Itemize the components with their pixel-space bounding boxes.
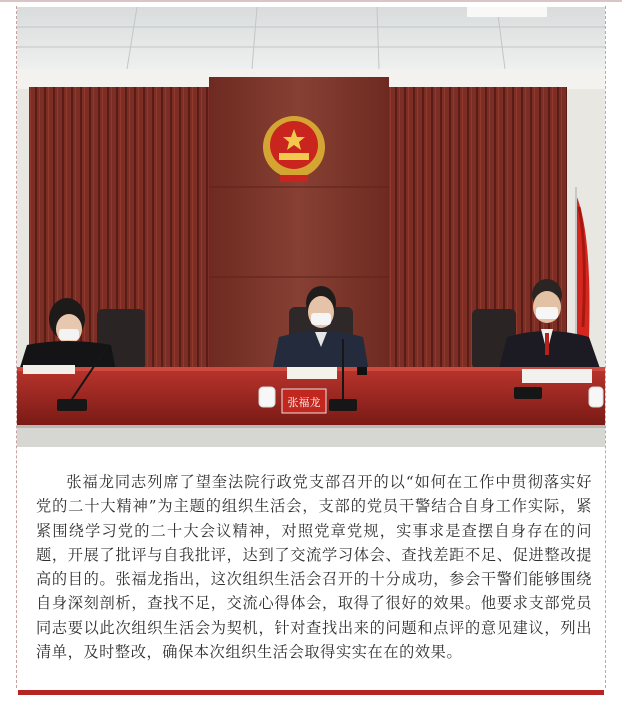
nameplate-label: 张福龙 bbox=[287, 396, 321, 409]
bottom-divider bbox=[18, 690, 604, 695]
article-body: 张福龙同志列席了望奎法院行政党支部召开的以“如何在工作中贯彻落实好党的二十大精神”为主题的组织生活会，支部的党员干警结合自身工作实际，紧紧围绕学习党的二十大会议精神，对照党章党规，实事求是查摆自身存在的问题，开展了批评与自我批评，达到了交流学习体会、查找差距不足、促进整改提高的目的。张福龙指出，这次组织生活会召开的十分成功，参会干警们能够围绕自身深刻剖析，查找不足，交流心得体会，取得了很好的效果。他要求支部党员同志要以此次组织生活会为契机，针对查找出来的问题和点评的意见建议，列出清单，及时整改，确保本次组织生活会取得实实在在的效果。 bbox=[36, 473, 592, 662]
meeting-photo bbox=[17, 7, 605, 447]
top-divider bbox=[0, 0, 622, 2]
